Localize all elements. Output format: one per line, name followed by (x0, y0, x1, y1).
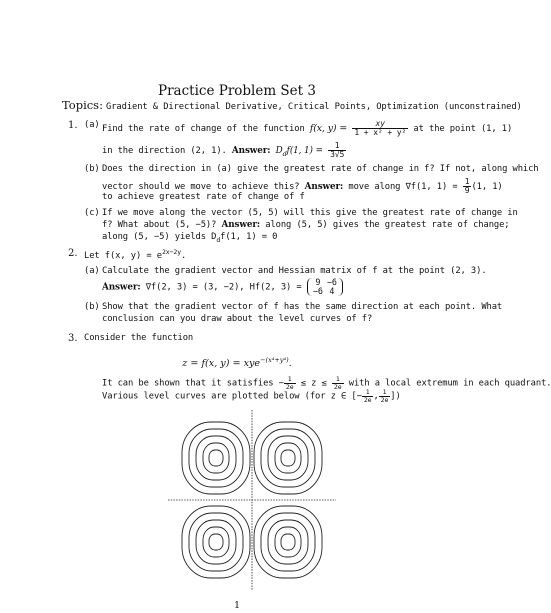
problem-2a-label: (a) (84, 266, 100, 276)
interval-fraction-upper (379, 389, 391, 403)
contour-curve (275, 527, 301, 557)
interval-text: Various level curves are plotted below (for z ∈ [− (102, 391, 362, 402)
contour-curve (261, 429, 315, 487)
problem-2-period: . (181, 250, 187, 261)
problem-2-intro (84, 248, 186, 262)
fraction-numerator: 1 (284, 376, 296, 384)
answer-numerator: 1 (328, 142, 346, 151)
problem-3-equation (0, 356, 474, 370)
bound-fraction-upper (332, 376, 344, 390)
problem-1b-label: (b) (84, 164, 100, 174)
matrix-cell: 4 (329, 285, 335, 296)
problem-1c-line3 (102, 232, 277, 244)
topics-line (62, 98, 522, 113)
problem-1c-question: f? What about (5, −5)? (102, 220, 217, 230)
problem-1b-answer: move along ∇f(1, 1) = (348, 182, 458, 192)
problem-2a-line2 (102, 278, 343, 296)
hessian-matrix (307, 278, 343, 296)
bound-inequality: ≤ z ≤ (300, 378, 327, 389)
problem-1a-point: at the point (1, 1) (413, 124, 513, 134)
problem-2a-answer: ∇f(2, 3) = (3, −2), Hf(2, 3) = (145, 282, 302, 293)
topics-label: Topics: (62, 98, 103, 112)
gradient-numerator: 1 (464, 177, 470, 186)
problem-1a-direction: in the direction (2, 1). (102, 146, 227, 156)
contour-curve (203, 527, 229, 557)
problem-1c-line1: If we move along the vector (5, 5) will this give the greatest rate of change in (102, 208, 518, 218)
problem-2b-label: (b) (84, 302, 100, 312)
problem-1-number: 1. (68, 120, 78, 131)
contour-curve (275, 443, 301, 473)
function-fraction (352, 120, 408, 137)
answer-label: Answer: (102, 282, 141, 293)
problem-1c-answer: along (5, 5) gives the greatest rate of change; (265, 220, 510, 230)
fraction-denominator: 2e (380, 395, 389, 404)
problem-3-intro: Consider the function (84, 333, 194, 343)
matrix-cell: 9 (315, 277, 321, 287)
contour-curve (281, 450, 295, 466)
page-title: Practice Problem Set 3 (158, 83, 316, 99)
problem-1b-line3: to achieve greatest rate of change of f (102, 192, 305, 202)
contour-curve (261, 513, 315, 571)
answer-label: Answer: (221, 220, 261, 230)
gradient-denominator: 9 (464, 186, 470, 195)
problem-1c-line2 (102, 220, 510, 231)
contour-curve (189, 513, 243, 571)
interval-fraction-lower (362, 389, 374, 403)
contour-curve (281, 534, 295, 550)
function-denominator: 1 + x² + y² (354, 128, 407, 137)
contour-curve (254, 506, 322, 578)
contour-curve (209, 450, 223, 466)
fraction-numerator: 1 (362, 389, 374, 397)
answer-denominator: 3√5 (330, 150, 345, 159)
deriv-expression: f(1, 1) = (286, 146, 323, 156)
problem-3-line2 (102, 389, 401, 403)
equation-exponent: −(x⁴+y⁴) (260, 356, 289, 364)
matrix-cell: −6 (326, 277, 337, 287)
problem-1a-label: (a) (84, 120, 100, 130)
contour-curve (189, 429, 243, 487)
contour-curve (203, 443, 229, 473)
contour-curve (182, 506, 250, 578)
problem-2a-line1: Calculate the gradient vector and Hessian matrix of f at the point (2, 3). (102, 266, 487, 276)
problem-3-line1 (102, 376, 551, 390)
deriv-subscript: d (282, 149, 287, 158)
page-number: 1 (233, 600, 241, 611)
contour-curve (254, 422, 322, 494)
interval-close: ]) (390, 391, 401, 402)
problem-2b-line1: Show that the gradient vector of f has the same direction at each point. What (102, 302, 503, 312)
problem-3-number: 3. (68, 333, 78, 344)
gradient-vector: (1, 1) (471, 182, 503, 192)
problem-2-number: 2. (68, 248, 78, 259)
deriv-symbol: D (275, 146, 283, 156)
problem-2-exponent: 2x−2y (161, 248, 182, 256)
problem-1a-line1 (102, 120, 512, 137)
answer-label: Answer: (231, 146, 271, 156)
interval-separator: , (373, 391, 379, 402)
contour-curve (182, 422, 250, 494)
contour-plot (168, 410, 336, 590)
fraction-denominator: 2e (333, 382, 342, 391)
fraction-numerator: 1 (379, 389, 391, 397)
matrix-cell: −6 (312, 285, 323, 296)
deriv-subscript: d (216, 235, 221, 244)
answer-fraction (328, 142, 346, 159)
problem-1c-label: (c) (84, 208, 100, 218)
fraction-numerator: 1 (332, 376, 344, 384)
problem-1b-question: vector should we move to achieve this? (102, 182, 300, 192)
fraction-denominator: 2e (285, 382, 294, 391)
problem-1c-answer-cont: along (5, −5) yields D (102, 232, 217, 242)
problem-1a-text: Find the rate of change of the function (102, 124, 305, 134)
problem-1b-line1: Does the direction in (a) give the greatest rate of change in f? If not, along which (102, 164, 539, 174)
contour-axes (168, 410, 336, 590)
answer-label: Answer: (304, 182, 344, 192)
problem-2b-line2: conclusion can you draw about the level curves of f? (102, 314, 373, 324)
bound-text: It can be shown that it satisfies − (102, 378, 284, 389)
equation-period: . (288, 358, 292, 370)
problem-2-function: Let f(x, y) = e (84, 250, 162, 261)
bound-fraction-lower (284, 376, 296, 390)
function-lhs: f(x, y) = (309, 123, 348, 134)
problem-1c-answer-end: f(1, 1) = 0 (220, 232, 278, 242)
function-numerator: xy (352, 120, 408, 129)
contour-curve (209, 534, 223, 550)
fraction-denominator: 2e (363, 395, 372, 404)
equation-body: z = f(x, y) = xye (182, 358, 261, 370)
problem-1a-line2 (102, 142, 346, 159)
topics-text: Gradient & Directional Derivative, Critical Points, Optimization (unconstrained) (106, 102, 522, 112)
bound-conclusion: with a local extremum in each quadrant. (348, 378, 551, 389)
